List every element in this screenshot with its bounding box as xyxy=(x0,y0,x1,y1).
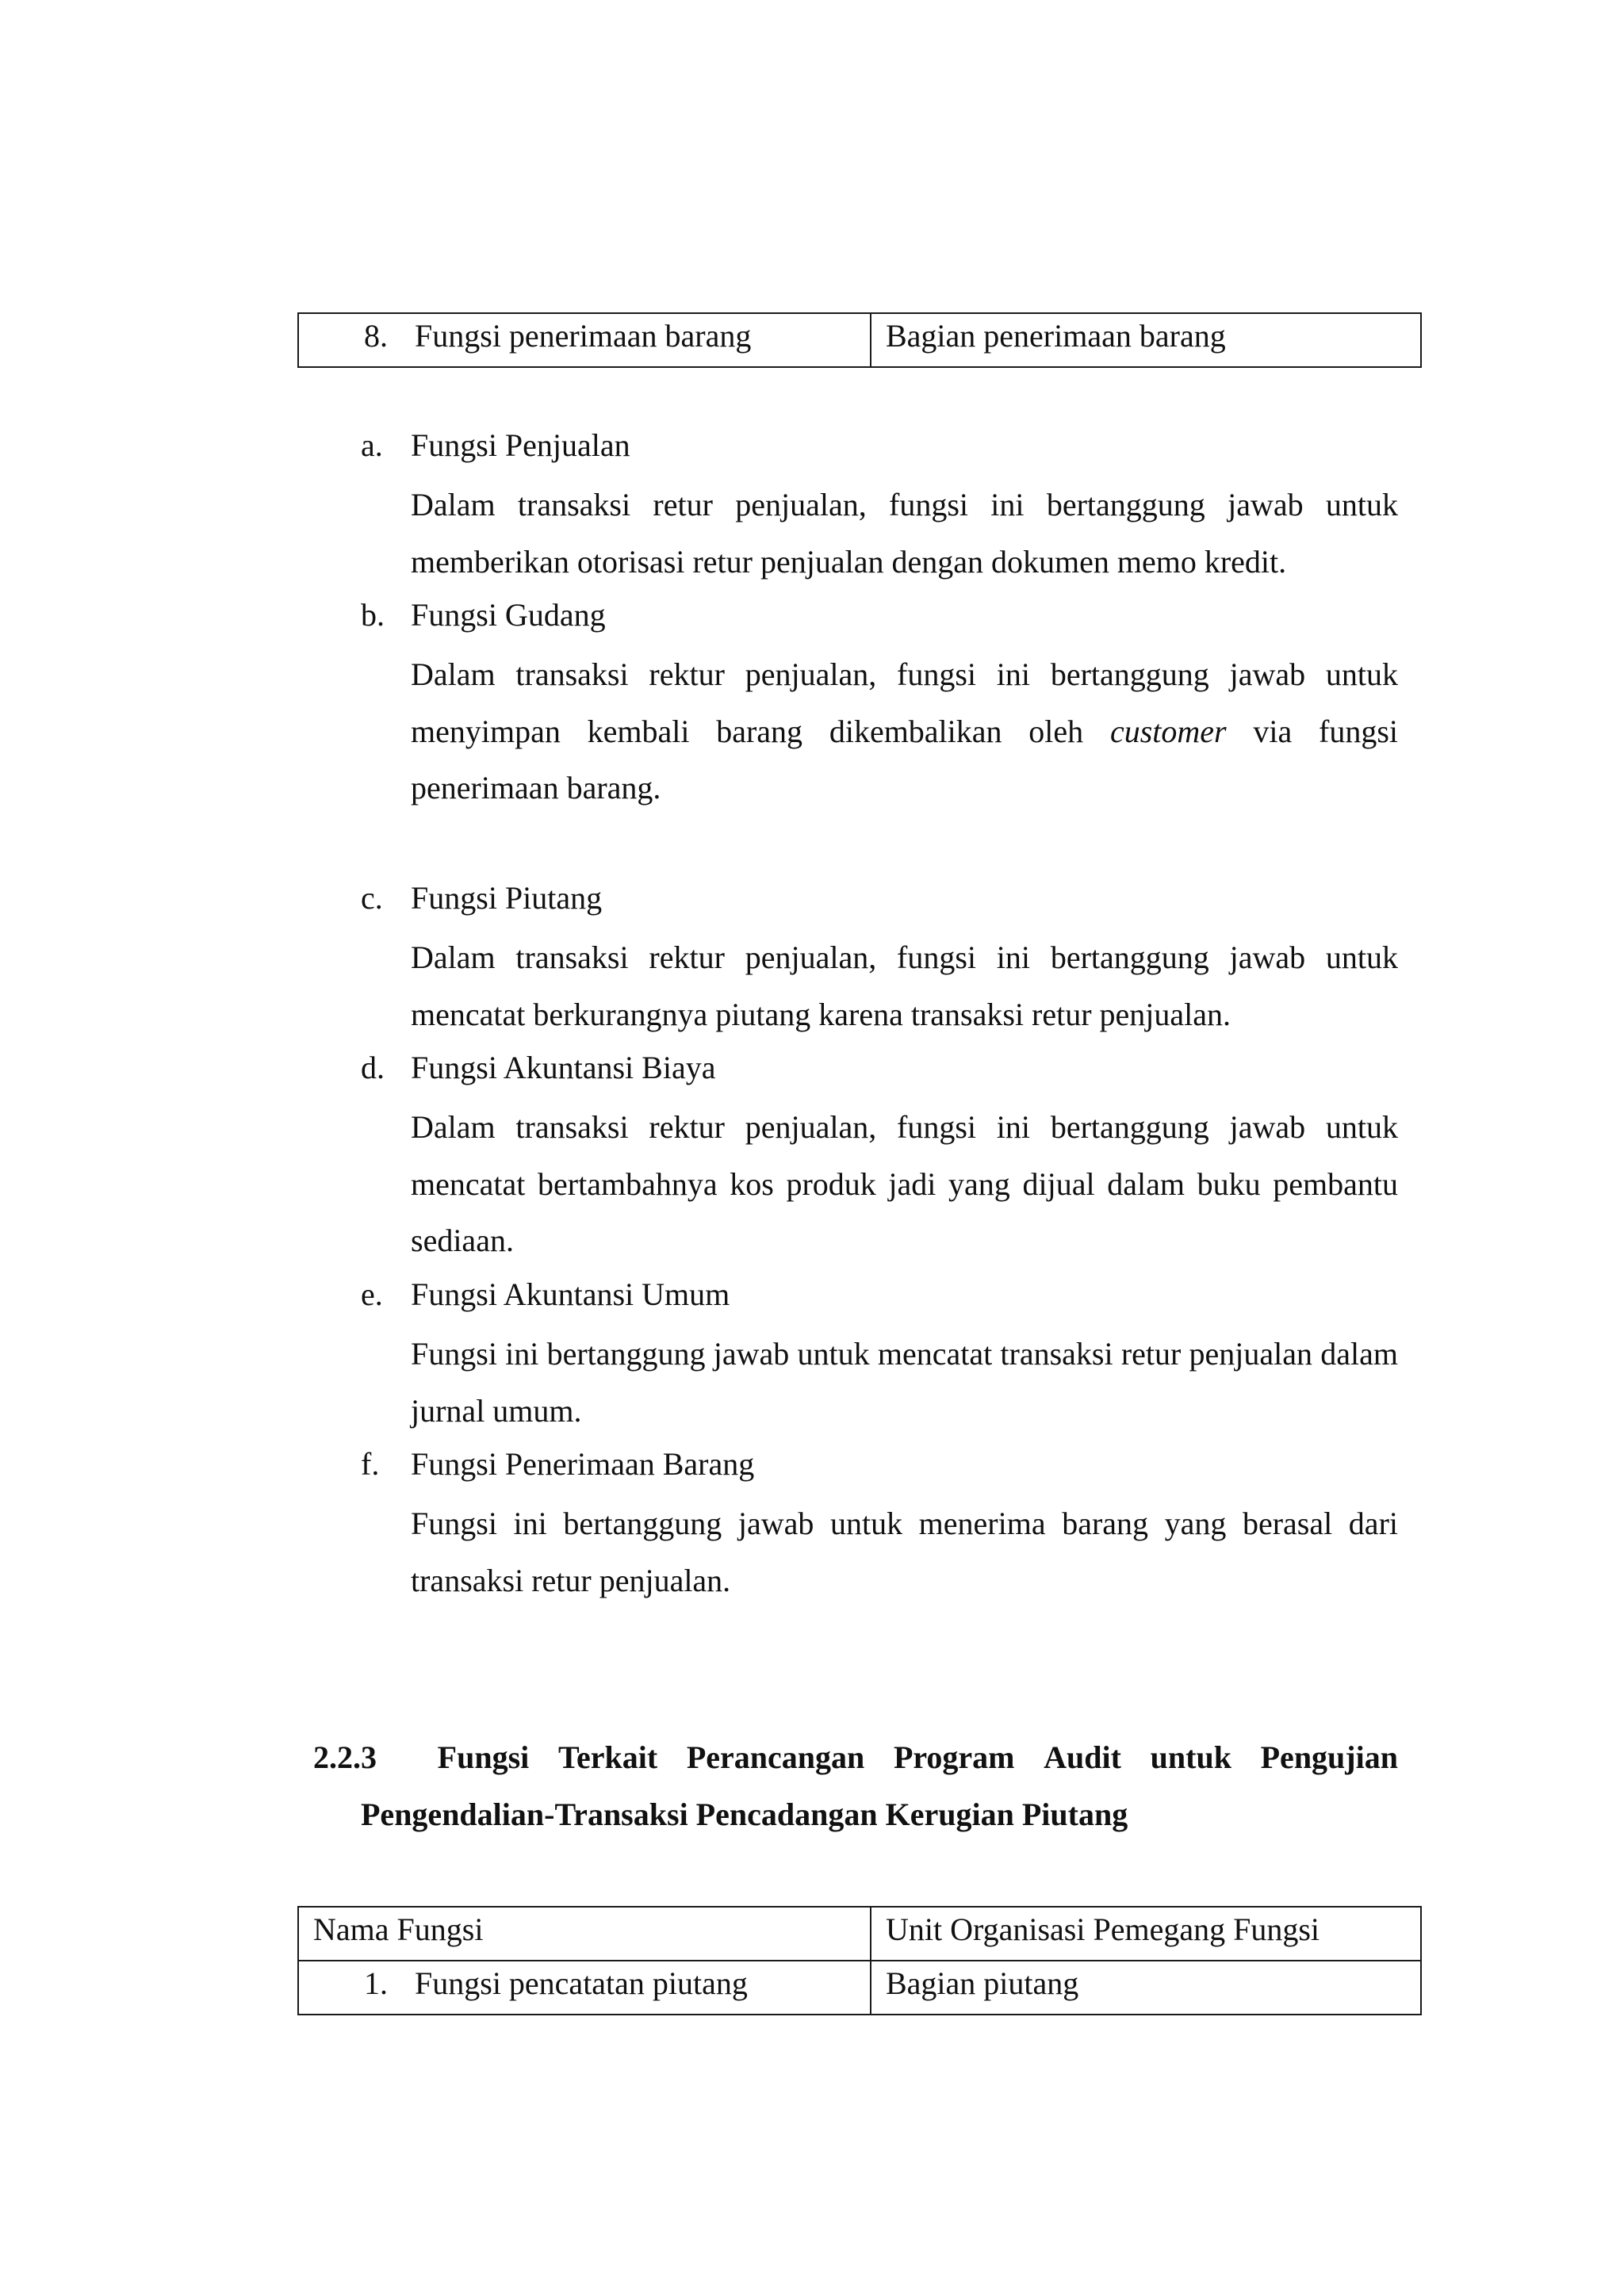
function-name-cell xyxy=(298,1961,871,2015)
heading-word: Perancangan xyxy=(686,1739,865,1775)
heading-word: Program xyxy=(893,1739,1015,1775)
list-marker: a. xyxy=(361,427,383,463)
table-header-row xyxy=(298,1907,1421,1961)
list-marker: e. xyxy=(361,1276,383,1312)
section-heading xyxy=(313,1729,1398,1843)
section-heading-line2: Pengendalian-Transaksi Pencadangan Kerugian Piutang xyxy=(361,1797,1128,1832)
heading-word: Pengujian xyxy=(1260,1739,1398,1775)
list-item-body: Fungsi ini bertanggung jawab untuk mencatat transaksi retur penjualan dalam jurnal umum. xyxy=(411,1336,1398,1429)
unit-name: Bagian penerimaan barang xyxy=(886,318,1226,354)
row-number: 1. xyxy=(364,1965,388,2001)
list-marker: c. xyxy=(361,880,383,916)
table-row xyxy=(298,1961,1421,2015)
header-cell xyxy=(871,1907,1421,1961)
row-number: 8. xyxy=(364,318,388,354)
body-italic-term: customer xyxy=(1109,713,1227,749)
section-heading-line1 xyxy=(313,1729,1398,1786)
heading-word: untuk xyxy=(1150,1739,1231,1775)
list-item-title: Fungsi Piutang xyxy=(411,880,603,916)
list-item-title: Fungsi Gudang xyxy=(411,597,606,633)
list-item-title: Fungsi Penjualan xyxy=(411,427,630,463)
heading-word: Audit xyxy=(1044,1739,1121,1775)
function-name-cell xyxy=(298,313,871,367)
list-marker: d. xyxy=(361,1050,385,1085)
body-text: via fungsi penerimaan barang. xyxy=(411,713,1398,806)
unit-cell xyxy=(871,1961,1421,2015)
heading-word: Terkait xyxy=(557,1739,658,1775)
list-item-title: Fungsi Akuntansi Umum xyxy=(411,1276,730,1312)
functions-table-continued xyxy=(297,312,1422,368)
list-item-body: Fungsi ini bertanggung jawab untuk menerima barang yang berasal dari transaksi retur penjualan. xyxy=(411,1506,1398,1598)
list-marker: f. xyxy=(361,1446,380,1482)
list-item-body: Dalam transaksi rektur penjualan, fungsi ini bertanggung jawab untuk mencatat berkurangnya piutang karena transaksi retur penjualan. xyxy=(411,939,1398,1032)
list-item-body xyxy=(411,646,1398,817)
unit-name: Bagian piutang xyxy=(886,1965,1079,2001)
header-function-name: Nama Fungsi xyxy=(313,1911,484,1947)
header-unit: Unit Organisasi Pemegang Fungsi xyxy=(886,1911,1320,1947)
list-marker: b. xyxy=(361,597,385,633)
functions-table xyxy=(297,1906,1422,2015)
list-item-title: Fungsi Penerimaan Barang xyxy=(411,1446,755,1482)
list-item-body: Dalam transaksi rektur penjualan, fungsi ini bertanggung jawab untuk mencatat bertambahnya kos produk jadi yang dijual dalam buku pembantu sediaan. xyxy=(411,1109,1398,1258)
function-name: Fungsi penerimaan barang xyxy=(415,318,752,354)
function-name: Fungsi pencatatan piutang xyxy=(415,1965,748,2001)
body-text: Dalam transaksi rektur penjualan, fungsi ini bertanggung jawab untuk menyimpan kembali barang dikembalikan oleh xyxy=(411,656,1398,749)
list-item-title: Fungsi Akuntansi Biaya xyxy=(411,1050,716,1085)
list-item-body: Dalam transaksi retur penjualan, fungsi ini bertanggung jawab untuk memberikan otorisasi retur penjualan dengan dokumen memo kredit. xyxy=(411,487,1398,580)
header-cell xyxy=(298,1907,871,1961)
unit-cell xyxy=(871,313,1421,367)
heading-word: Fungsi xyxy=(437,1739,530,1775)
section-number: 2.2.3 xyxy=(313,1739,377,1775)
table-row xyxy=(298,313,1421,367)
